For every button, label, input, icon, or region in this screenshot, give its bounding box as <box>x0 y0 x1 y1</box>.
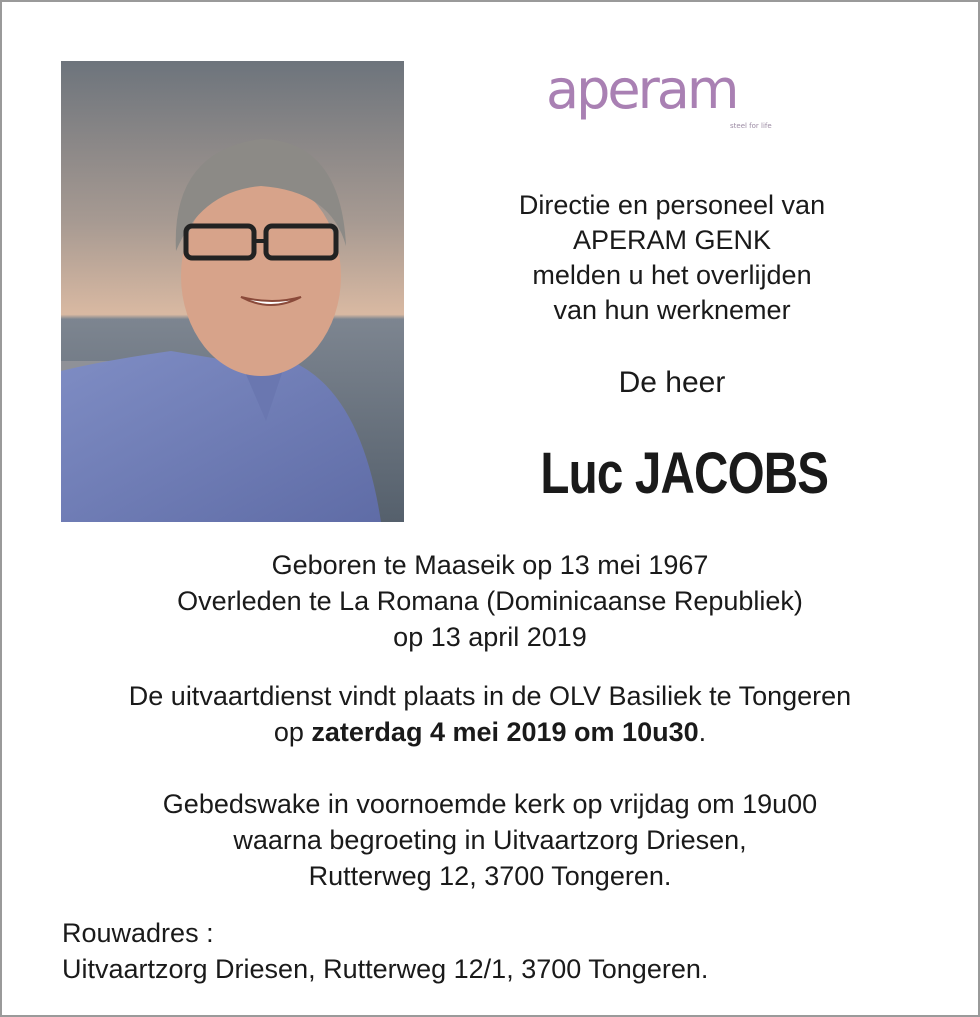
logo-tagline: steel for life <box>730 122 772 130</box>
death-date-line: op 13 april 2019 <box>393 622 587 652</box>
service-prefix: op <box>273 717 312 747</box>
prayer-vigil-info <box>2 786 978 894</box>
intro-line: APERAM GENK <box>572 225 772 255</box>
intro-line: Directie en personeel van <box>518 190 826 220</box>
aperam-logo <box>542 58 792 134</box>
service-suffix: . <box>698 717 707 747</box>
service-location-line: De uitvaartdienst vindt plaats in de OLV Basiliek te Tongeren <box>128 681 852 711</box>
mourning-address <box>62 915 708 987</box>
intro-line: van hun werknemer <box>553 295 791 325</box>
funeral-service-info <box>2 678 978 750</box>
announcement-intro <box>472 188 872 328</box>
honorific: De heer <box>618 366 726 399</box>
death-line: Overleden te La Romana (Dominicaanse Republiek) <box>177 586 803 616</box>
birth-line: Geboren te Maaseik op 13 mei 1967 <box>271 550 709 580</box>
wake-line: Rutterweg 12, 3700 Tongeren. <box>308 861 672 891</box>
wake-line: Gebedswake in voornoemde kerk op vrijdag om 19u00 <box>162 789 818 819</box>
portrait-photo <box>61 61 404 522</box>
mourning-address-line: Uitvaartzorg Driesen, Rutterweg 12/1, 3700 Tongeren. <box>62 954 709 984</box>
service-datetime: zaterdag 4 mei 2019 om 10u30 <box>311 717 699 747</box>
wake-line: waarna begroeting in Uitvaartzorg Driesen, <box>233 825 747 855</box>
mourning-label: Rouwadres : <box>62 918 214 948</box>
deceased-name: Luc JACOBS <box>540 441 829 506</box>
intro-line: melden u het overlijden <box>532 260 812 290</box>
service-datetime-line <box>2 714 978 750</box>
logo-wordmark: aperam <box>546 58 737 121</box>
birth-death-info <box>2 547 978 655</box>
